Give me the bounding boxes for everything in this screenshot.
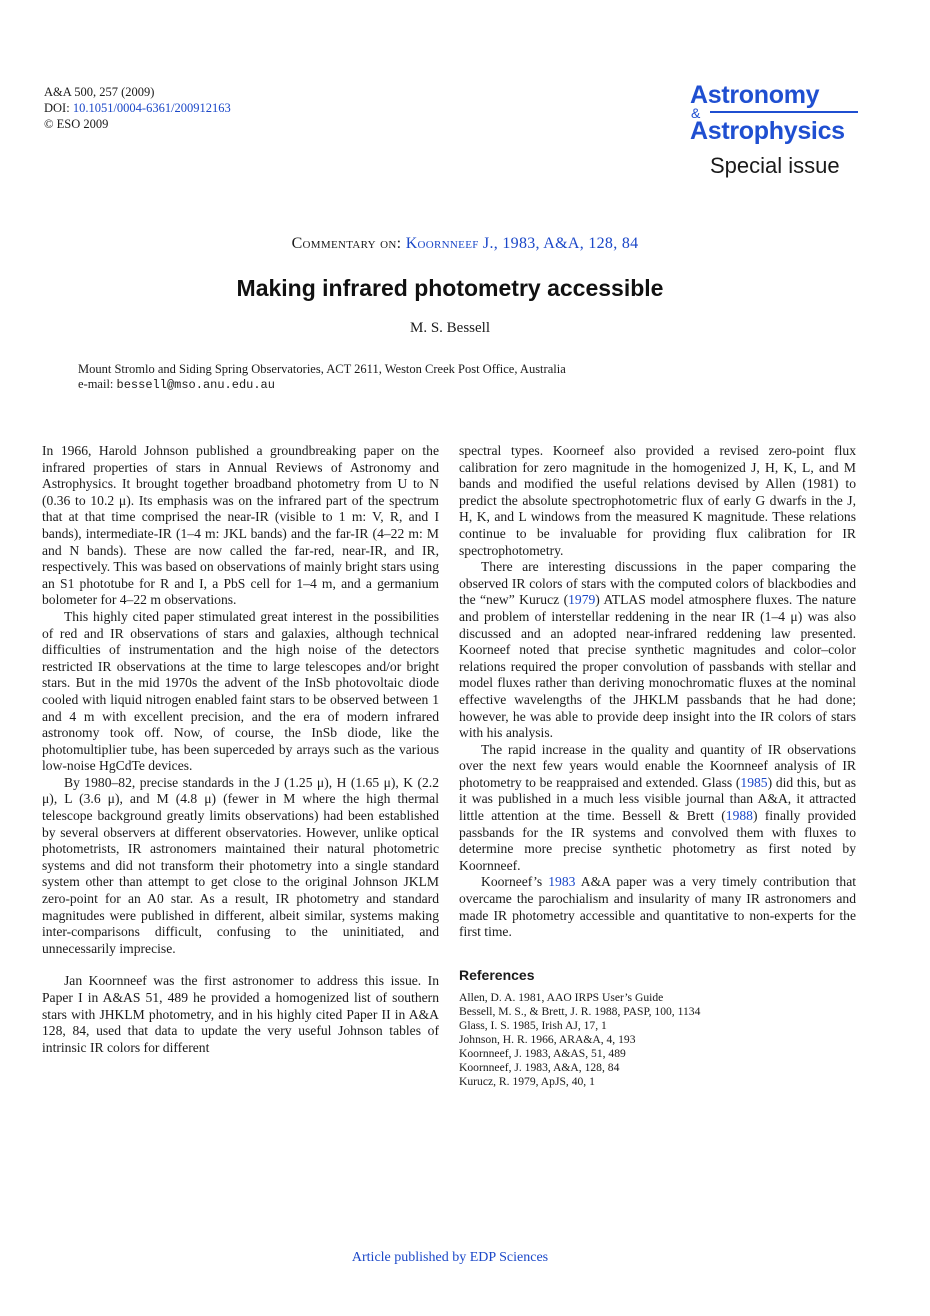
paragraph-1: In 1966, Harold Johnson published a groundbreaking paper on the infrared properties of stars in Annual Reviews of Astronomy and Astrophysics. It brought together broadband photometry from U to N (0.36 to 10.2 μ). Its emphasis was on the infrared part of the spectrum that at that time comprised the near-IR (visible to 1 m: V, R, and I bands), intermediate-IR (1–4 m: JKL bands) and the far-IR (4–22 m: M and N bands). These are now called the far-red, near-IR, and IR, respectively. This was based on observations of mainly bright stars using an S1 phototube for R and I, a PbS cell for 1–4 m, and a germanium bolometer for 4–22 m observations. [42,443,439,608]
reference-item: Allen, D. A. 1981, AAO IRPS User’s Guide [459,991,664,1005]
commentary-line [0,235,930,253]
citation-link-kurucz[interactable]: 1979 [568,592,596,608]
paragraph-6-text-a: There are interesting discussions in the paper comparing the observed IR colors of stars with the computed colors of blackbodies and the “new” Kurucz ( [459,559,856,608]
reference-item: Glass, I. S. 1985, Irish AJ, 17, 1 [459,1019,607,1033]
paragraph-5: spectral types. Koorneef also provided a revised zero-point flux calibration for zero magnitude in the homogenized J, H, K, L, and M bands and modified the useful relations devised by Allen (1981) to predict the absolute spectrophotometric flux of early G dwarfs in the J, H, K, and L windows from the measured K magnitude. These relations continue to be invaluable for providing flux calibration for IR spectrophotometry. [459,443,856,558]
reference-item: Kurucz, R. 1979, ApJS, 40, 1 [459,1075,595,1089]
paragraph-3: By 1980–82, precise standards in the J (1.25 μ), H (1.65 μ), K (2.2 μ), L (3.6 μ), and M (4.8 μ) (fewer in M where the high thermal telescope background greatly limits observations) had been established by several observers at different observatories. However, unlike optical photometrists, IR astronomers maintained their natural photometric systems and did not transform their photometry into a single standard system other than attempt to get close to the original Johnson JKLM zero-point for an A0 star. As a result, IR photometry and standard magnitudes were published in different, albeit similar, systems making inter-comparisons difficult, confusing to the uninitiated, and unnecessarily imprecise. [42,774,439,956]
doi-label: DOI: [44,101,73,115]
paragraph-6 [459,559,856,742]
paragraph-6-text-b: ) ATLAS model atmosphere fluxes. The nature and problem of interstellar reddening in the near IR (1–4 μ) was also discussed and an adopted near-infrared reddening law presented. Koorneef noted that precise synthetic magnitudes and color–color relations required the proper convolution of passbands with stellar and model fluxes rather than deriving monochromatic fluxes at the nominal effective wavelengths of the JHKLM passbands that he had done; however, he was able to provide deep insight into the IR colors of stars with his analysis. [459,592,856,741]
special-issue-label: Special issue [710,153,840,178]
article-metadata [44,84,231,132]
email-address[interactable]: bessell@mso.anu.edu.au [116,378,275,392]
right-column [459,443,856,1089]
commentary-reference-link[interactable]: Koornneef J., 1983, A&A, 128, 84 [405,235,639,252]
reference-item: Koornneef, J. 1983, A&A, 128, 84 [459,1061,620,1075]
affiliation [78,362,566,393]
journal-logo[interactable] [690,82,890,144]
paragraph-4: Jan Koornneef was the first astronomer to address this issue. In Paper I in A&AS 51, 489 he provided a homogenized list of southern stars with JHKLM photometry, and in his highly cited Paper II in A&A 128, 84, used that data to update the very useful Johnson tables of intrinsic IR colors for different [42,973,439,1055]
paragraph-8-text-a: Koorneef’s [481,874,549,890]
doi-line [44,100,231,116]
paragraph-8 [459,874,856,940]
email-label: e-mail: [78,377,117,391]
publisher-footer-link[interactable]: Article published by EDP Sciences [351,1250,549,1265]
author-name: M. S. Bessell [409,320,490,336]
references-heading: References [459,966,535,983]
reference-item: Koornneef, J. 1983, A&AS, 51, 489 [459,1047,626,1061]
doi-link[interactable]: 10.1051/0004-6361/200912163 [72,101,231,115]
paragraph-7-text-a: The rapid increase in the quality and quantity of IR observations over the next few years would enable the Koornneef analysis of IR photometry to be reappraised and extended. Glass ( [459,741,856,790]
logo-astronomy: Astronomy [690,81,820,109]
paragraph-7-text-b: ) did this, but as it was published in a much less visible journal than A&A, it attracted little attention at the time. Bessell & Brett ( [459,774,856,824]
journal-citation: A&A 500, 257 (2009) [44,85,155,99]
citation-link-koornneef[interactable]: 1983 [548,874,576,890]
email-line [78,377,566,393]
citation-link-glass[interactable]: 1985 [740,774,768,790]
commentary-prefix: Commentary on: [291,235,406,252]
logo-rule [710,111,858,113]
paragraph-7-text-c: ) finally provided passbands for the IR systems and convolved them with fluxes to determine more precise synthetic photometry as first noted by Koornneef. [459,808,856,873]
paragraph-2: This highly cited paper stimulated great interest in the possibilities of red and IR observations of stars and galaxies, although technical difficulties of instrumentation and the high noise of the detectors restricted IR observations at the time to large telescopes and/or bright stars. But in the mid 1970s the advent of the InSb photovoltaic diode cooled with liquid nitrogen enabled faint stars to be observed between 1 and 4 m with excellent precision, and the era of modern infrared astronomy took off. Now, of course, the InSb diode, like the photomultiplier tube, has been superceded by arrays such as the various low-noise HgCdTe devices. [42,608,439,774]
logo-astrophysics: Astrophysics [690,117,845,145]
reference-item: Johnson, H. R. 1966, ARA&A, 4, 193 [459,1033,636,1047]
copyright: © ESO 2009 [44,117,109,131]
reference-item: Bessell, M. S., & Brett, J. R. 1988, PASP, 100, 1134 [459,1005,701,1019]
citation-link-bessell-brett[interactable]: 1988 [725,808,753,824]
left-column [42,443,439,1056]
affiliation-address: Mount Stromlo and Siding Spring Observatories, ACT 2611, Weston Creek Post Office, Australia [78,362,566,376]
paragraph-7 [459,742,856,875]
paragraph-8-text-b: A&A paper was a very timely contribution that overcame the parochialism and insularity of many IR astronomers and made IR photometry accessible and quantitative to non-experts for the first time. [459,874,856,940]
logo-ampersand: & [691,105,701,121]
references-list [459,991,856,1089]
article-title: Making infrared photometry accessible [236,275,664,301]
